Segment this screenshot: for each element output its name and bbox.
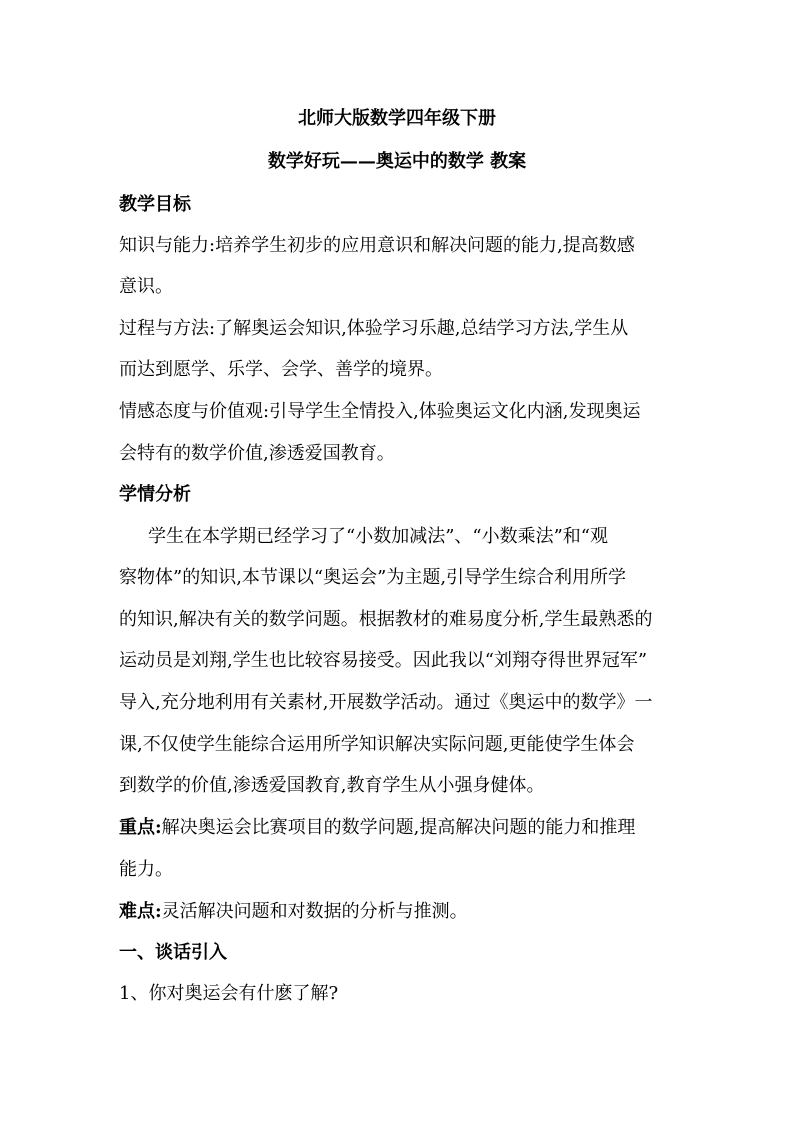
intro-question: 1、你对奥运会有什麽了解? — [119, 983, 339, 1004]
analysis-line-1: 学生在本学期已经学习了“小数加减法”、“小数乘法”和“观 — [148, 526, 609, 547]
analysis-heading: 学情分析 — [119, 484, 191, 505]
analysis-line-5: 导入,充分地利用有关素材,开展数学活动。通过《奥运中的数学》一 — [119, 692, 653, 713]
objective-line-4: 而达到愿学、乐学、会学、善学的境界。 — [119, 359, 443, 380]
objective-line-6: 会特有的数学价值,渗透爱国教育。 — [119, 443, 395, 464]
analysis-line-2: 察物体”的知识,本节课以“奥运会”为主题,引导学生综合利用所学 — [119, 567, 627, 588]
analysis-line-4: 运动员是刘翔,学生也比较容易接受。因此我以“刘翔夺得世界冠军” — [119, 650, 648, 671]
difficulty-text: 灵活解决问题和对数据的分析与推测。 — [161, 901, 468, 922]
document-title: 北师大版数学四年级下册 — [298, 108, 496, 129]
analysis-line-7: 到数学的价值,渗透爱国教育,教育学生从小强身健体。 — [119, 775, 545, 796]
analysis-line-6: 课,不仅使学生能综合运用所学知识解决实际问题,更能使学生体会 — [119, 734, 635, 755]
difficulty-label: 难点: — [119, 901, 162, 922]
difficulty-line — [119, 897, 468, 923]
key-point-line-2: 能力。 — [119, 859, 173, 880]
key-point-label: 重点: — [119, 817, 162, 838]
intro-heading: 一、谈话引入 — [119, 942, 227, 963]
objective-line-1: 知识与能力:培养学生初步的应用意识和解决问题的能力,提高数感 — [119, 235, 635, 256]
objective-line-3: 过程与方法:了解奥运会知识,体验学习乐趣,总结学习方法,学生从 — [119, 318, 629, 339]
key-point-line-1 — [119, 813, 635, 839]
objective-line-5: 情感态度与价值观:引导学生全情投入,体验奥运文化内涵,发现奥运 — [119, 401, 641, 422]
document-subtitle: 数学好玩——奥运中的数学 教案 — [267, 151, 527, 172]
analysis-line-3: 的知识,解决有关的数学问题。根据教材的难易度分析,学生最熟悉的 — [119, 609, 653, 630]
objectives-heading: 教学目标 — [119, 194, 191, 215]
key-point-text: 解决奥运会比赛项目的数学问题,提高解决问题的能力和推理 — [161, 817, 636, 838]
objective-line-2: 意识。 — [119, 276, 173, 297]
